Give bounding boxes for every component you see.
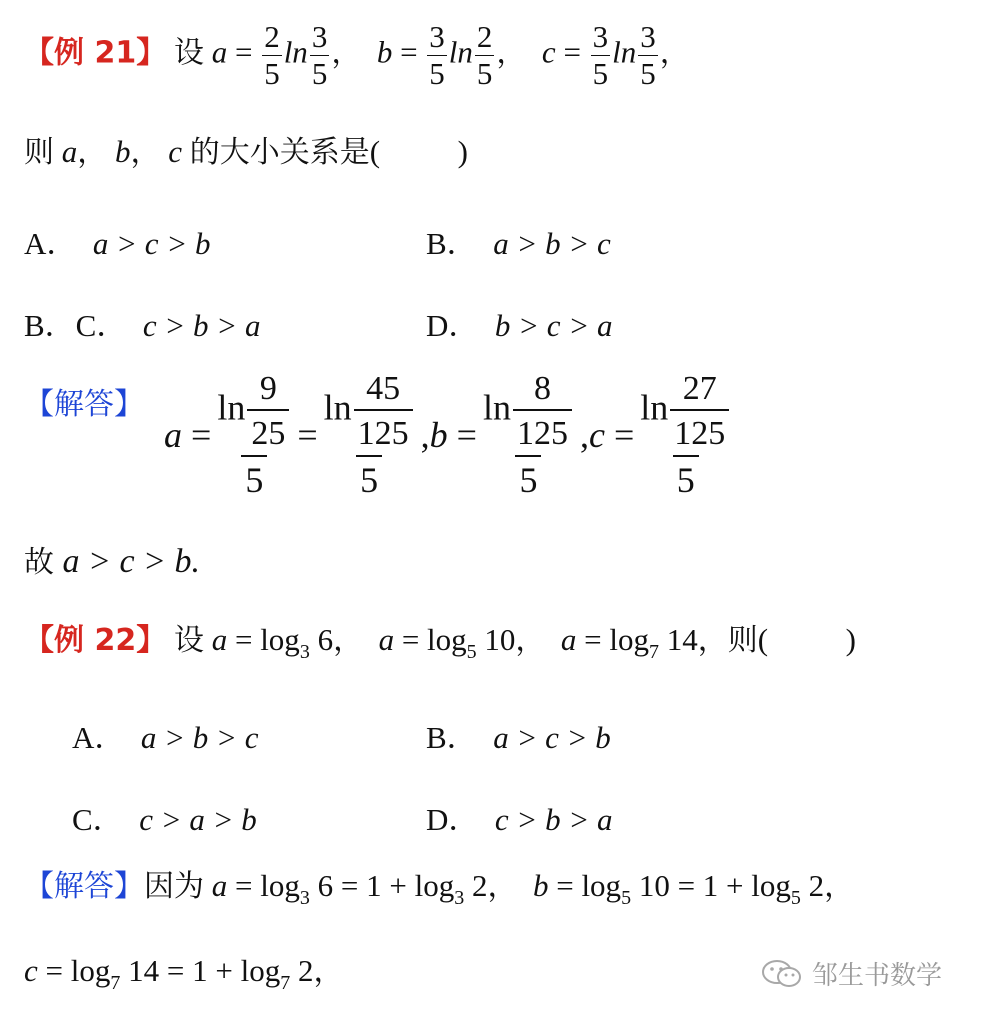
ex22-option-c: C． c > a > b: [72, 802, 257, 837]
sol-a-frac1: ln $\frac{9}{25}$ 5: [213, 370, 295, 500]
ex22-solution-line1: 【解答】因为 $a = \log_3 6 = 1 + \log_3 2$， $b = \log_5 10 = 1 + \log_5 2$，: [24, 868, 855, 909]
watermark: [760, 955, 942, 992]
answer-paren-21: ( ): [369, 134, 468, 169]
ex21-conclusion: 故 a > c > b.: [24, 543, 200, 580]
ex22-option-b: B． a > c > b: [426, 720, 611, 755]
ex21-solution-tag: 【解答】: [24, 387, 144, 423]
ln-c: ln: [612, 34, 637, 70]
ex21-solution: 【解答】 a = ln $\frac{9}{25}$ 5 = ln $\frac{45}{125}$ 5 , b = ln $\frac{8}{125}$ 5 , c = ln $\frac{27}{125}$ 5: [24, 370, 737, 500]
ln-b: ln: [448, 34, 473, 70]
answer-paren-22: ( ): [757, 622, 856, 657]
sol-a-frac2: ln $\frac{45}{125}$ 5: [320, 370, 419, 500]
frac-c-coef: $\frac{3}{5}$: [592, 19, 609, 92]
watermark-text: 邹生书数学: [812, 961, 943, 991]
sol-b-frac: ln $\frac{8}{125}$ 5: [479, 370, 578, 500]
sol-c-frac: ln $\frac{27}{125}$ 5: [636, 370, 735, 500]
ex22-option-d: D． c > b > a: [426, 802, 613, 837]
var-c: c: [541, 34, 556, 70]
wechat-icon: [760, 959, 804, 989]
ln-a: ln: [283, 34, 308, 70]
ex21-option-b: B． a > b > c: [426, 226, 611, 261]
ex21-problem-line: 【例 21】 设 a = $\frac{2}{5}$ ln $\frac{3}{5}$ ， b = $\frac{3}{5}$ ln $\frac{2}{5}$ ， c = $\frac{3}{5}$ ln $\frac{3}{5}$ ，: [24, 19, 690, 92]
ex21-option-a: A． a > c > b: [24, 226, 211, 261]
ex22-option-a: A． a > b > c: [72, 720, 259, 755]
ex21-intro: 设: [173, 35, 204, 71]
ex22-problem-line: 【例 22】 设 $a = \log_3 6$， $a = \log_5 10$， $a = \log_7 14$，则( ): [24, 622, 856, 663]
ex22-solution-line2: $c = \log_7 14 = 1 + \log_7 2$，: [24, 953, 344, 994]
frac-b-coef: $\frac{3}{5}$: [429, 19, 445, 92]
frac-b-arg: $\frac{2}{5}$: [476, 19, 493, 92]
var-a: a: [211, 34, 228, 70]
frac-c-arg: $\frac{3}{5}$: [640, 19, 656, 92]
frac-a-arg: $\frac{3}{5}$: [311, 19, 328, 92]
ex21-question: 则 a， b， c 的大小关系是( ): [24, 134, 468, 170]
var-b: b: [376, 34, 393, 70]
ex21-tag: 【例 21】: [24, 35, 167, 71]
ex21-option-c: B．C． c > b > a: [24, 308, 261, 343]
frac-a-coef: $\frac{2}{5}$: [264, 19, 280, 92]
ex22-solution-tag: 【解答】: [24, 869, 144, 904]
ex21-option-d: D． b > c > a: [426, 308, 613, 343]
ex22-tag: 【例 22】: [24, 623, 167, 658]
